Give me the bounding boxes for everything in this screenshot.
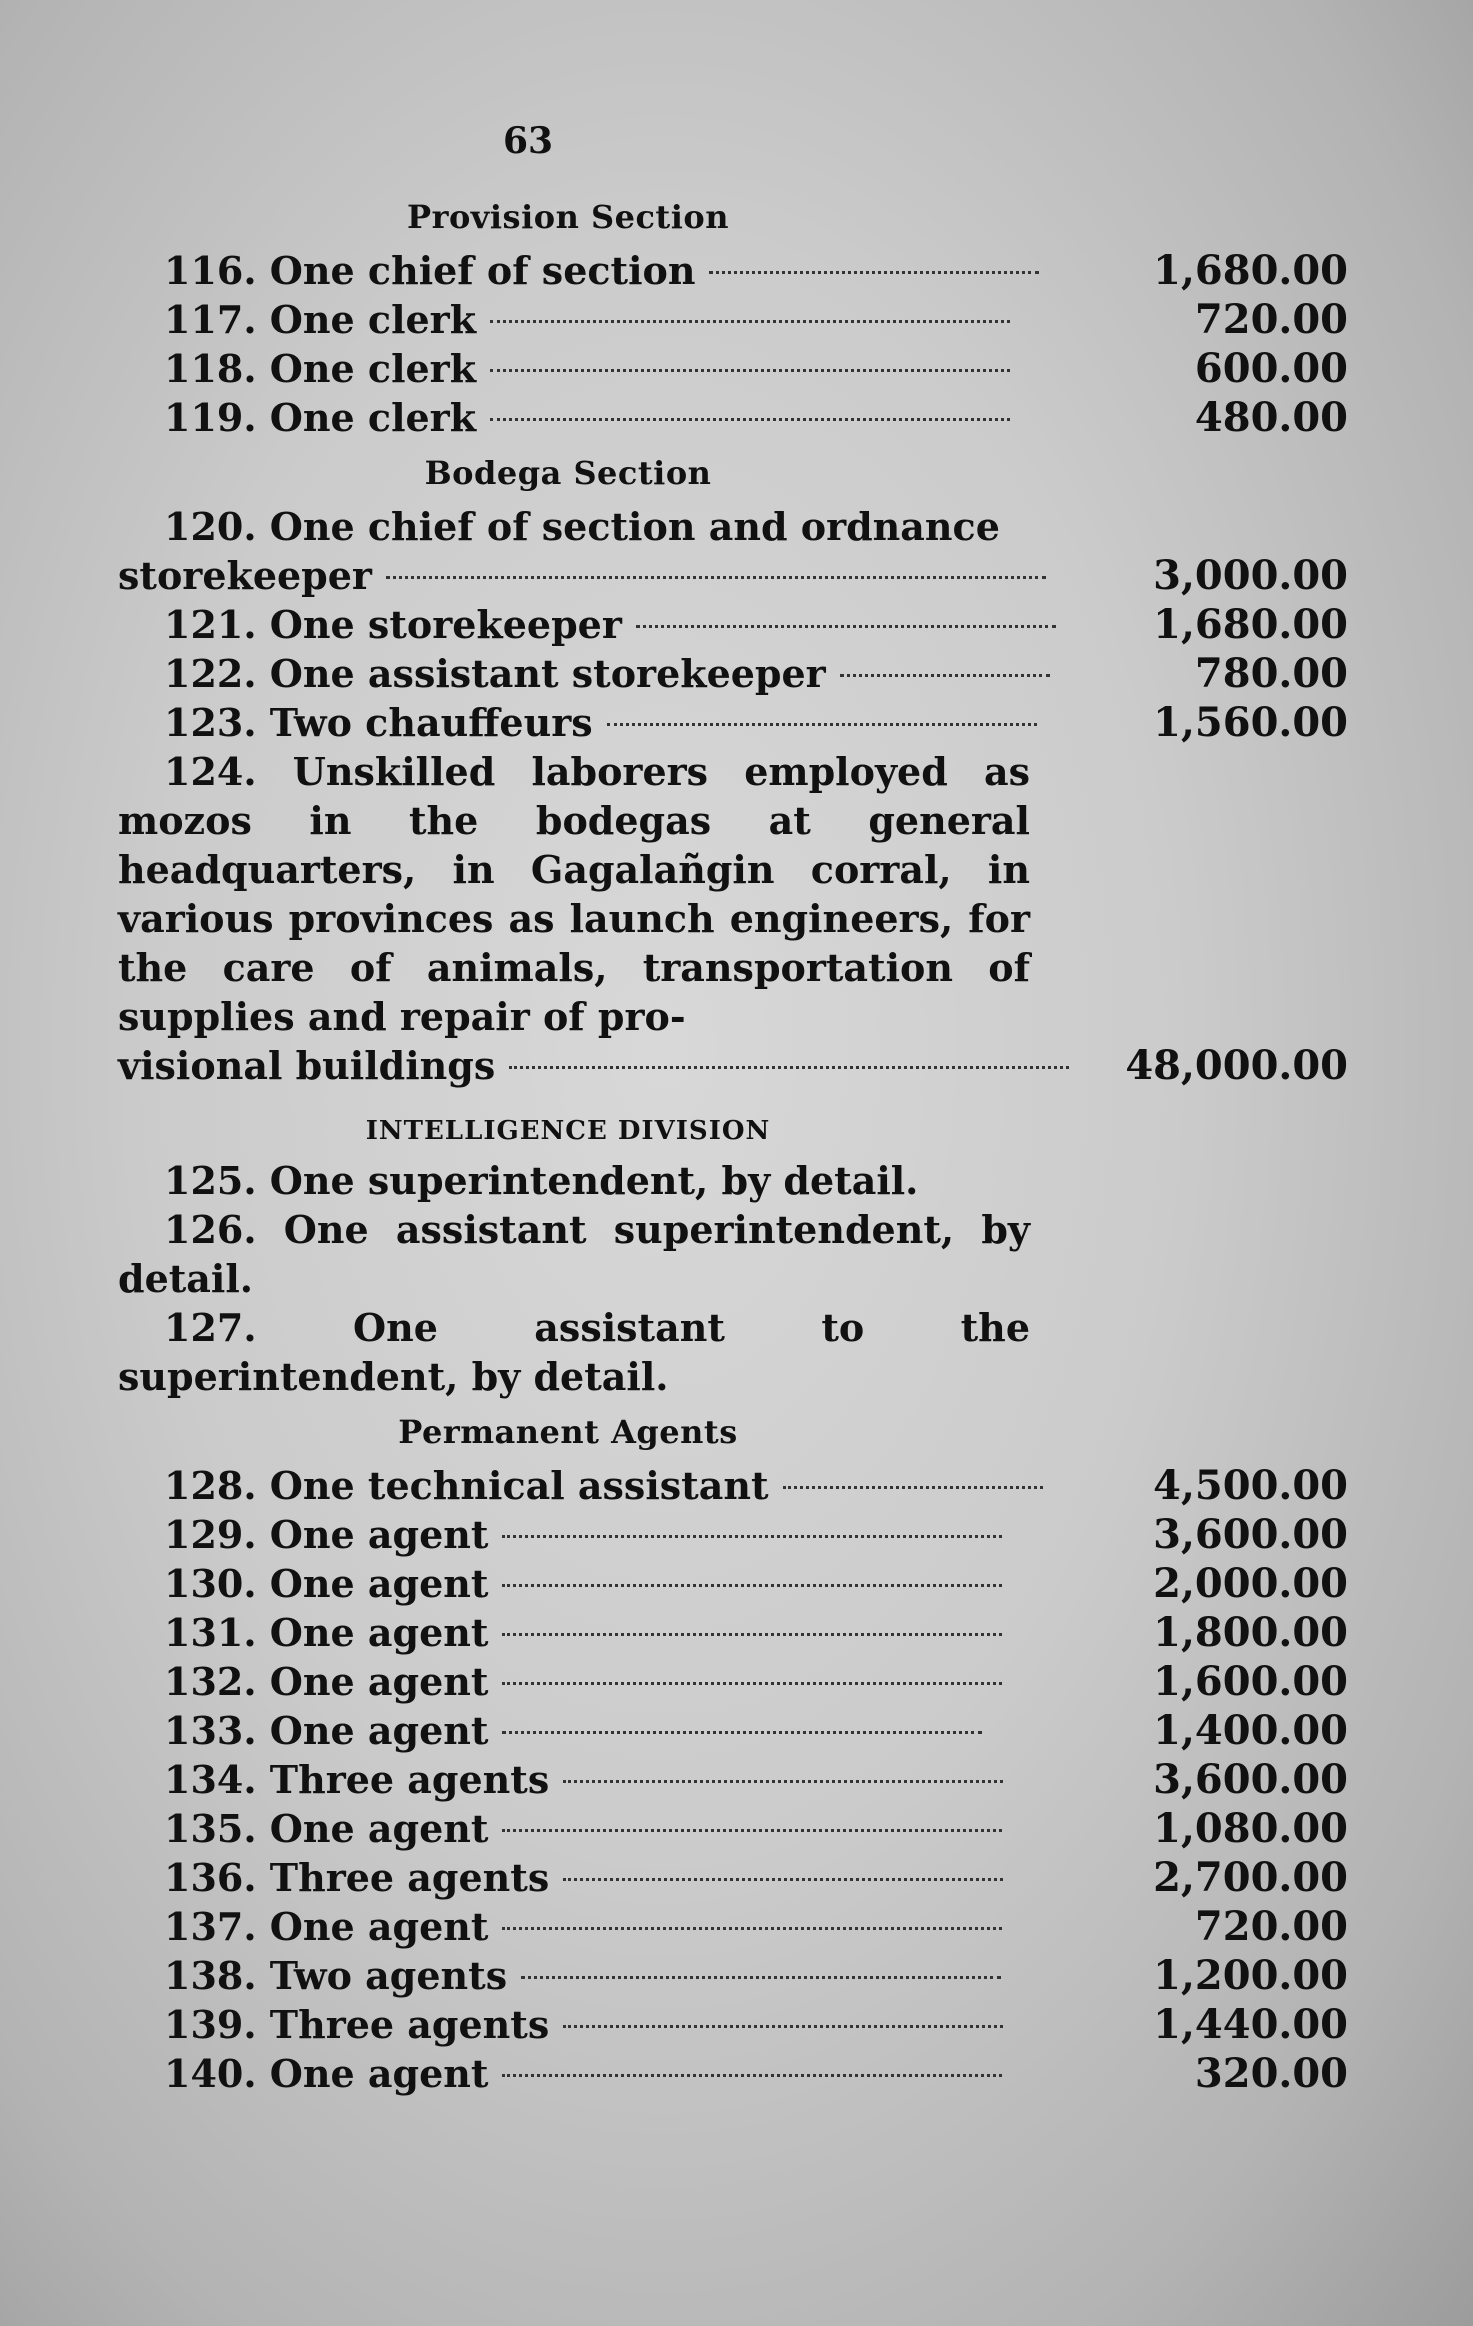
intelligence-division-heading: INTELLIGENCE DIVISION [365,1116,771,1146]
line-item: 135. One agent 1,080.00 [164,1805,1348,1852]
item-125-paragraph: 125. One superintendent, by detail. [164,1158,919,1203]
amount: 1,400.00 [1153,1707,1348,1754]
line-item: 129. One agent 3,600.00 [164,1511,1348,1558]
permanent-agents-list [118,1461,1348,2098]
item-124-paragraph: 124. Unskilled laborers employed as mozos in the bodegas at general headquarters, in Gagalañgin corral, in various provinces as launch engineers, for the care of animals, transportation of supplies and repair of pro- [118,749,1030,1039]
amount: 1,560.00 [1153,699,1348,746]
line-item: 119. One clerk 480.00 [164,394,1348,441]
line-item: 137. One agent 720.00 [164,1903,1348,1950]
amount: 1,800.00 [1153,1609,1348,1656]
amount: 2,000.00 [1153,1560,1348,1607]
item-127-paragraph: 127. One assistant to the superintendent, by detail. [118,1305,1030,1399]
amount: 1,080.00 [1153,1805,1348,1852]
amount: 600.00 [1194,345,1348,392]
line-item: 131. One agent 1,800.00 [164,1609,1348,1656]
line-item: 138. Two agents 1,200.00 [164,1952,1348,1999]
permanent-agents-heading: Permanent Agents [398,1413,738,1451]
line-item: 121. One storekeeper 1,680.00 [164,601,1348,648]
amount: 1,680.00 [1153,247,1348,294]
line-item: 116. One chief of section 1,680.00 [164,247,1348,294]
line-item: 136. Three agents 2,700.00 [164,1854,1348,1901]
amount: 1,680.00 [1153,601,1348,648]
amount: 720.00 [1194,1903,1348,1950]
line-item: 117. One clerk 720.00 [164,296,1348,343]
provision-section-heading: Provision Section [407,198,729,236]
amount: 320.00 [1194,2050,1348,2097]
amount: 3,000.00 [1153,552,1348,599]
amount: 480.00 [1194,394,1348,441]
line-item: 118. One clerk 600.00 [164,345,1348,392]
item-126-paragraph: 126. One assistant superintendent, by detail. [118,1207,1030,1301]
amount: 3,600.00 [1153,1511,1348,1558]
bodega-section-heading: Bodega Section [424,454,712,492]
line-item: 134. Three agents 3,600.00 [164,1756,1348,1803]
amount: 1,200.00 [1153,1952,1348,1999]
amount: 1,600.00 [1153,1658,1348,1705]
amount: 720.00 [1194,296,1348,343]
amount: 3,600.00 [1153,1756,1348,1803]
line-item: 123. Two chauffeurs 1,560.00 [164,699,1348,746]
item-120-first-line: 120. One chief of section and ordnance [164,504,1000,549]
amount: 780.00 [1194,650,1348,697]
line-item: 140. One agent 320.00 [164,2050,1348,2097]
line-item: 133. One agent 1,400.00 [164,1707,1348,1754]
amount: 48,000.00 [1125,1042,1348,1089]
line-item: 139. Three agents 1,440.00 [164,2001,1348,2048]
provision-list [118,246,1348,442]
line-item: visional buildings 48,000.00 [118,1042,1348,1089]
amount: 2,700.00 [1153,1854,1348,1901]
line-item: 132. One agent 1,600.00 [164,1658,1348,1705]
line-item: 130. One agent 2,000.00 [164,1560,1348,1607]
amount: 4,500.00 [1153,1462,1348,1509]
amount: 1,440.00 [1153,2001,1348,2048]
line-item: 122. One assistant storekeeper 780.00 [164,650,1348,697]
page-number: 63 [502,120,554,162]
line-item: 128. One technical assistant 4,500.00 [164,1462,1348,1509]
text-column [118,120,1348,2098]
line-item: storekeeper 3,000.00 [118,552,1348,599]
